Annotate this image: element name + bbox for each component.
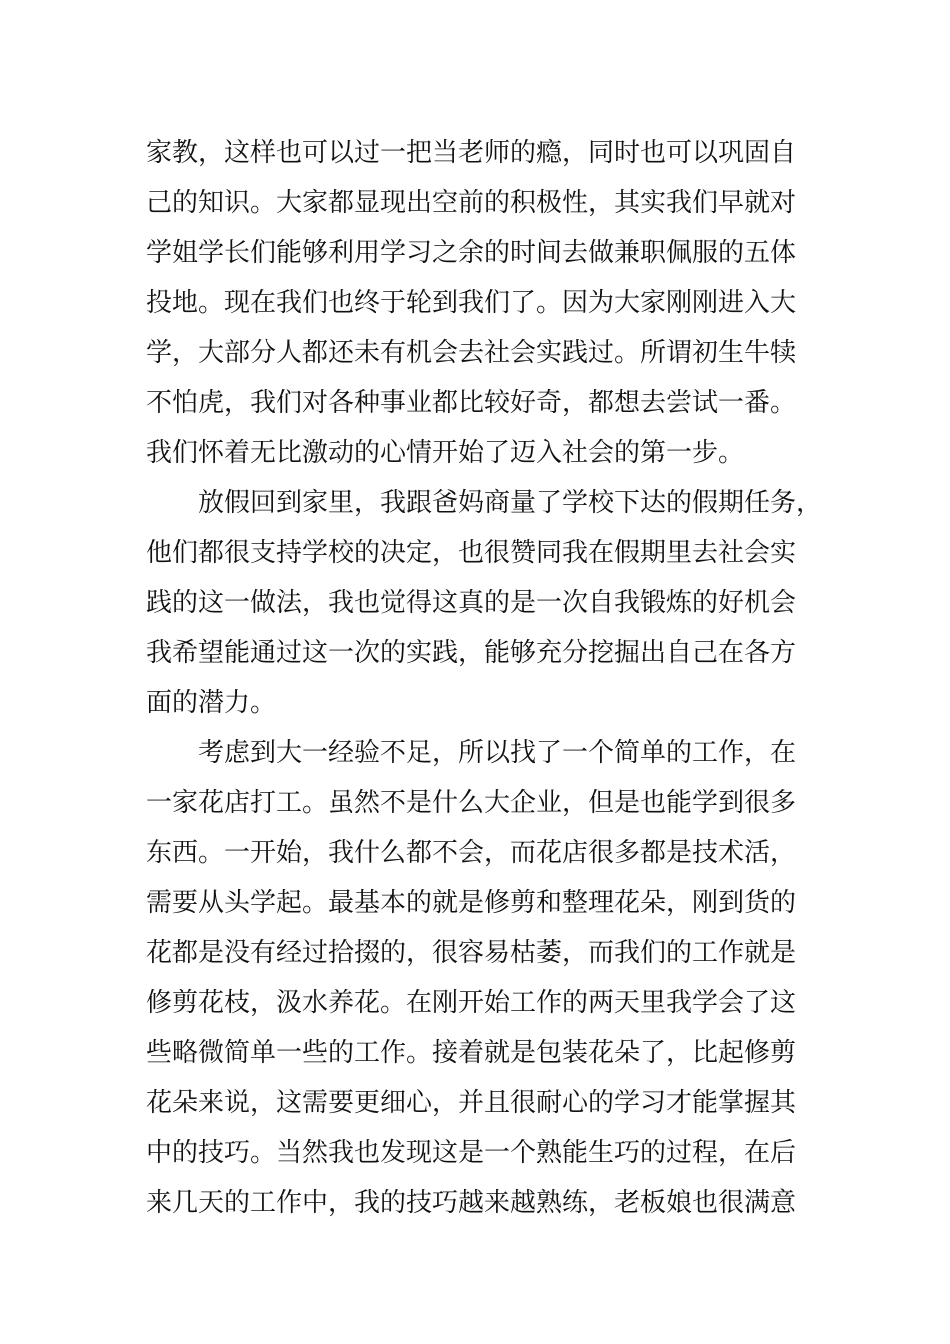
text-line: 不怕虎，我们对各种事业都比较好奇，都想去尝试一番。 [146,388,797,418]
body-text [146,128,823,1228]
text-line: 我希望能通过这一次的实践，能够充分挖掘出自己在各方 [146,638,797,668]
text-line: 花朵来说，这需要更细心，并且很耐心的学习才能掌握其 [146,1088,797,1118]
text-line: 些略微简单一些的工作。接着就是包装花朵了，比起修剪 [146,1038,797,1068]
text-line: 己的知识。大家都显现出空前的积极性，其实我们早就对 [146,188,797,218]
paragraph-start-line: 放假回到家里，我跟爸妈商量了学校下达的假期任务， [198,488,823,518]
text-line: 需要从头学起。最基本的就是修剪和整理花朵，刚到货的 [146,888,797,918]
paragraph-start-line: 考虑到大一经验不足，所以找了一个简单的工作，在 [198,738,797,768]
text-line: 东西。一开始，我什么都不会，而花店很多都是技术活， [146,838,797,868]
text-line: 中的技巧。当然我也发现这是一个熟能生巧的过程，在后 [146,1138,797,1168]
text-line: 学姐学长们能够利用学习之余的时间去做兼职佩服的五体 [146,238,797,268]
text-line: 来几天的工作中，我的技巧越来越熟练，老板娘也很满意 [146,1188,797,1218]
text-line: 投地。现在我们也终于轮到我们了。因为大家刚刚进入大 [146,288,797,318]
text-line: 他们都很支持学校的决定，也很赞同我在假期里去社会实 [146,538,797,568]
text-line: 家教，这样也可以过一把当老师的瘾，同时也可以巩固自 [146,138,797,168]
text-line: 学，大部分人都还未有机会去社会实践过。所谓初生牛犊 [146,338,797,368]
text-line: 面的潜力。 [146,688,277,718]
text-line: 我们怀着无比激动的心情开始了迈入社会的第一步。 [146,438,745,468]
text-line: 花都是没有经过拾掇的，很容易枯萎，而我们的工作就是 [146,938,797,968]
text-line: 一家花店打工。虽然不是什么大企业，但是也能学到很多 [146,788,797,818]
text-line: 修剪花枝，汲水养花。在刚开始工作的两天里我学会了这 [146,988,797,1018]
text-line: 践的这一做法，我也觉得这真的是一次自我锻炼的好机会 [146,588,797,618]
